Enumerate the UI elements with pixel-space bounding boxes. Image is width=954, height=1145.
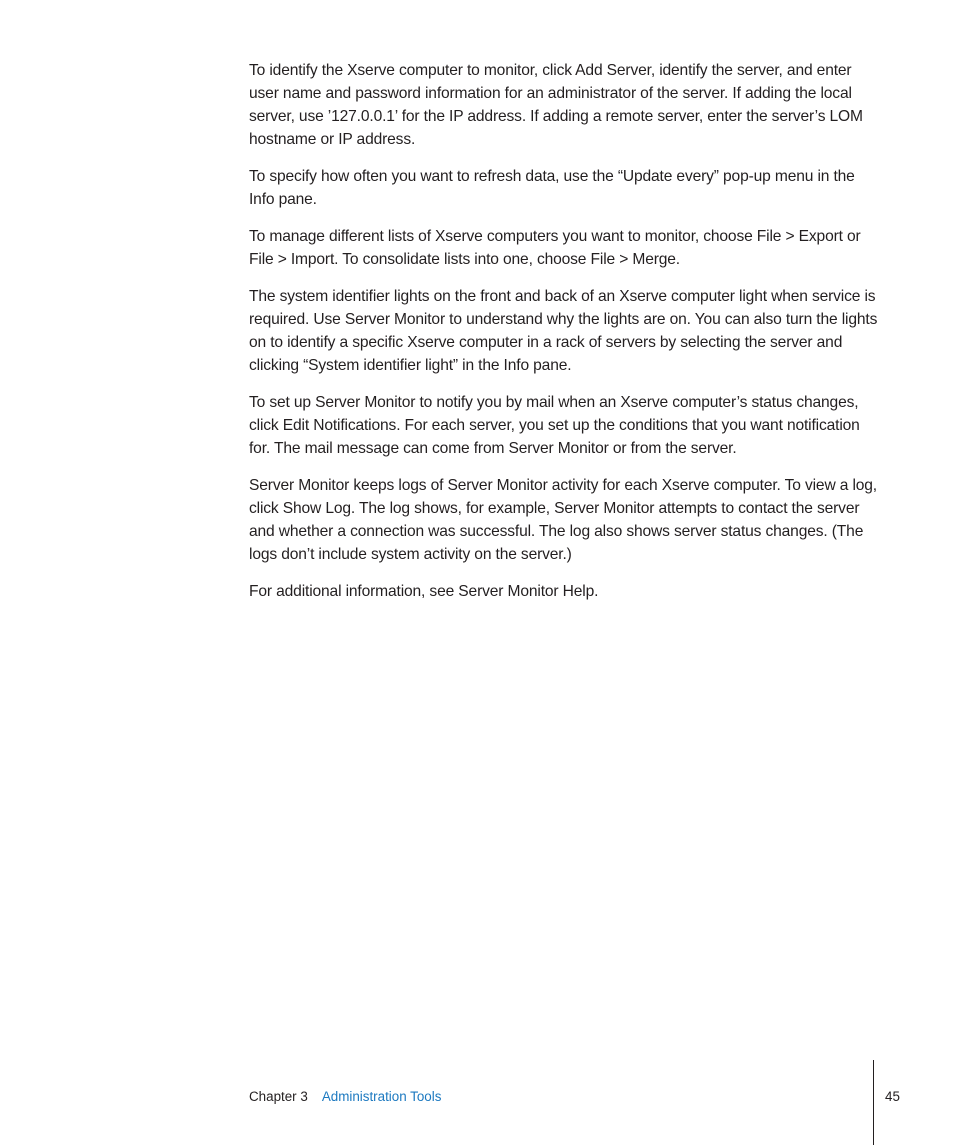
paragraph-notifications: To set up Server Monitor to notify you by mail when an Xserve computer’s status changes, click Edit Notifications. For each server, you set up the conditions that you want notification for. The mail message can come from Server Monitor or from the server. [249, 394, 860, 457]
page-number-divider [873, 1060, 874, 1145]
chapter-title-link[interactable]: Administration Tools [321, 1089, 442, 1104]
paragraph-add-server: To identify the Xserve computer to monitor, click Add Server, identify the server, and enter user name and password information for an administrator of the server. If adding the local server, use ’127.0.0.1’ for the IP address. If adding a remote server, enter the server’s LOM hostname or IP address. [249, 62, 863, 148]
chapter-label: Chapter 3 [249, 1089, 308, 1104]
paragraph-update-frequency: To specify how often you want to refresh data, use the “Update every” pop-up menu in the Info pane. [249, 168, 855, 208]
paragraph-manage-lists: To manage different lists of Xserve computers you want to monitor, choose File > Export or File > Import. To consolidate lists into one, choose File > Merge. [249, 228, 861, 268]
page-footer [249, 1088, 441, 1106]
paragraph-additional-info: For additional information, see Server Monitor Help. [249, 583, 599, 600]
paragraph-logs: Server Monitor keeps logs of Server Monitor activity for each Xserve computer. To view a log, click Show Log. The log shows, for example, Server Monitor attempts to contact the server and whether a connection was successful. The log also shows server status changes. (The logs don’t include system activity on the server.) [249, 477, 877, 563]
page-number: 45 [885, 1089, 900, 1104]
paragraph-identifier-lights: The system identifier lights on the front and back of an Xserve computer light when service is required. Use Server Monitor to understand why the lights are on. You can also turn the lights on to identify a specific Xserve computer in a rack of servers by selecting the server and clicking “System identifier light” in the Info pane. [249, 288, 878, 374]
main-text [249, 59, 879, 617]
